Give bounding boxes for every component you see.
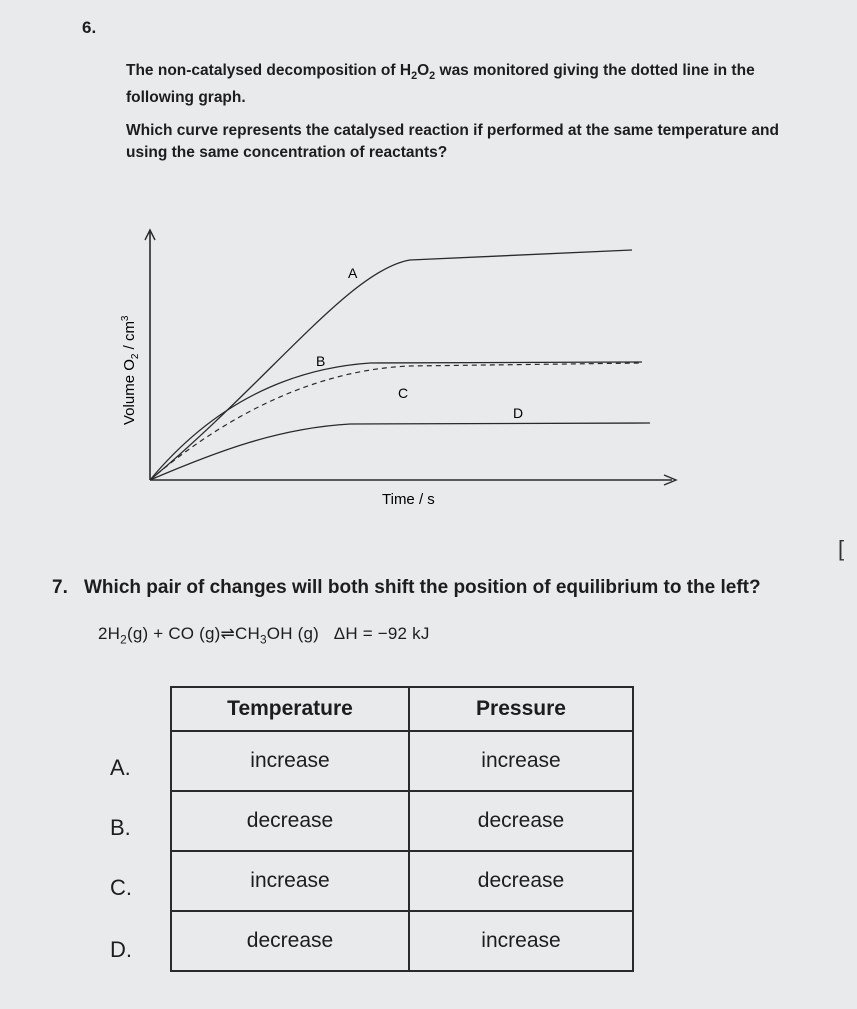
question-7-number: 7. — [52, 577, 68, 598]
eq-reactant1-sub: 2 — [120, 632, 127, 647]
table-row — [171, 911, 633, 971]
table-header-row — [171, 687, 633, 731]
table-row — [171, 851, 633, 911]
row-d-temperature: decrease — [171, 911, 409, 971]
option-a-label[interactable]: A. — [110, 755, 131, 780]
y-label-sub: 2 — [130, 353, 141, 360]
y-label-sup: 3 — [120, 315, 131, 322]
curve-label-a: A — [348, 265, 358, 281]
table-row — [171, 791, 633, 851]
answer-table — [170, 686, 634, 972]
formula-o: O — [417, 62, 430, 79]
row-c-pressure: decrease — [409, 851, 633, 911]
question-6-prompt: Which curve represents the catalysed reaction if performed at the same temperature and using the same concentration of reactants? — [126, 122, 779, 161]
row-c-temperature: increase — [171, 851, 409, 911]
question-7-stem: Which pair of changes will both shift the position of equilibrium to the left? — [84, 577, 761, 598]
question-6-stem — [126, 60, 806, 109]
curve-label-d: D — [513, 405, 524, 421]
table-row — [171, 731, 633, 791]
formula-sub2: 2 — [429, 70, 436, 83]
row-a-pressure: increase — [409, 731, 633, 791]
equilibrium-equation — [98, 624, 430, 646]
y-label-main: Volume O — [121, 359, 138, 425]
eq-arrow: ⇌ — [220, 624, 235, 643]
curve-c-dotted — [150, 363, 642, 480]
row-b-temperature: decrease — [171, 791, 409, 851]
reaction-graph — [110, 220, 710, 520]
curve-label-c: C — [398, 385, 409, 401]
row-d-pressure: increase — [409, 911, 633, 971]
q6-text-part1: The non-catalysed decomposition of — [126, 62, 400, 79]
eq-product-sub: 3 — [259, 632, 267, 647]
header-temperature: Temperature — [171, 687, 409, 731]
curve-d — [150, 423, 650, 480]
y-label-unit: / cm — [121, 321, 138, 354]
eq-enthalpy: ΔH = −92 kJ — [333, 624, 430, 643]
option-c-label[interactable]: C. — [110, 875, 132, 900]
curve-a — [150, 250, 632, 480]
y-axis-label — [120, 315, 141, 425]
curve-b — [150, 362, 642, 480]
eq-product-rest: OH (g) — [266, 624, 319, 643]
question-6-number: 6. — [82, 18, 97, 37]
row-b-pressure: decrease — [409, 791, 633, 851]
margin-mark: [ — [838, 536, 845, 561]
formula-h: H — [399, 62, 412, 79]
x-axis-label: Time / s — [382, 491, 435, 508]
q6-text-part2: was monitored giving the dotted line in the following graph. — [126, 62, 755, 107]
eq-reactant-state: (g) + CO (g) — [126, 624, 221, 643]
header-pressure: Pressure — [409, 687, 633, 731]
option-d-label[interactable]: D. — [110, 937, 132, 962]
eq-reactant1: 2H — [98, 624, 121, 643]
eq-product: CH — [234, 624, 260, 643]
curve-label-b: B — [316, 353, 326, 369]
row-a-temperature: increase — [171, 731, 409, 791]
formula-sub1: 2 — [411, 70, 418, 83]
svg-text:Volume O2 / cm3 — [120, 315, 141, 425]
option-b-label[interactable]: B. — [110, 815, 131, 840]
